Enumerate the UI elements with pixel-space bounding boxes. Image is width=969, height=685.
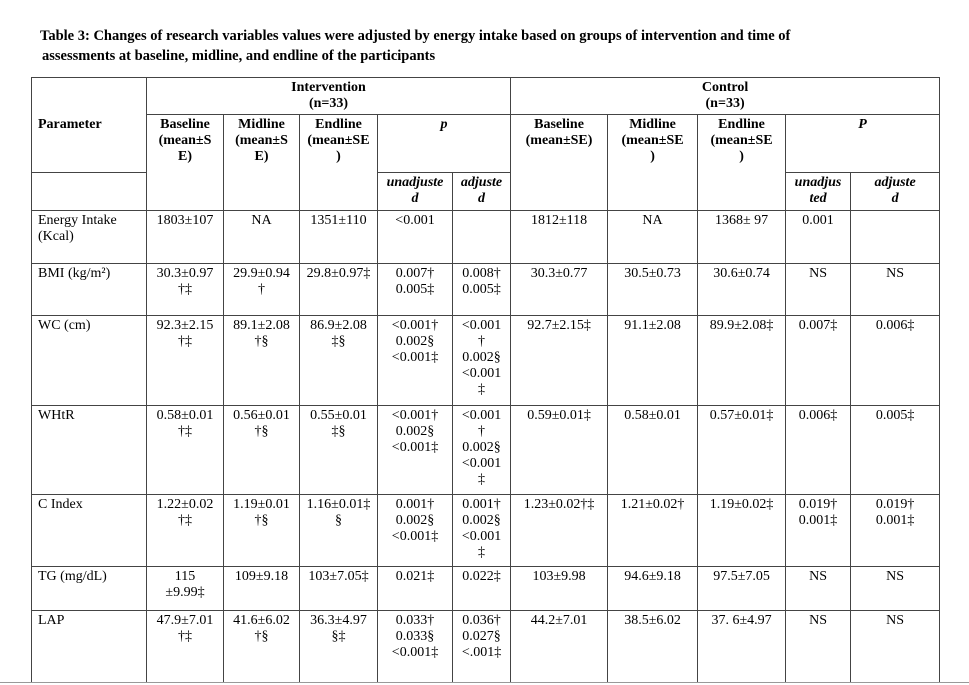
table-cell: 89.9±2.08‡ [698, 316, 786, 406]
table-cell: <0.001 † 0.002§ <0.001 ‡ [453, 316, 511, 406]
table-cell: 0.006‡ [851, 316, 940, 406]
table-cell: NA [224, 211, 300, 264]
row-parameter: WHtR [32, 406, 147, 495]
table-cell: 0.58±0.01 †‡ [147, 406, 224, 495]
table-cell: NS [786, 567, 851, 611]
table-cell: 1.19±0.02‡ [698, 495, 786, 567]
table-cell: 0.005‡ [851, 406, 940, 495]
table-cell: 30.3±0.97 †‡ [147, 264, 224, 316]
table-cell: 86.9±2.08 ‡§ [300, 316, 378, 406]
table-cell: 1.22±0.02 †‡ [147, 495, 224, 567]
table-cell: 0.022‡ [453, 567, 511, 611]
table-cell: 97.5±7.05 [698, 567, 786, 611]
table-cell: 1368± 97 [698, 211, 786, 264]
table-cell: 0.006‡ [786, 406, 851, 495]
header-i-adjusted: adjuste d [453, 173, 511, 211]
table-cell: 30.6±0.74 [698, 264, 786, 316]
table-cell: 103±9.98 [511, 567, 608, 611]
table-cell: <0.001† 0.002§ <0.001‡ [378, 406, 453, 495]
header-c-p: P [786, 115, 940, 173]
table-cell: 1.16±0.01‡ § [300, 495, 378, 567]
table-cell: 0.007‡ [786, 316, 851, 406]
header-control: Control (n=33) [511, 78, 940, 115]
table-cell: 94.6±9.18 [608, 567, 698, 611]
table-cell: 0.55±0.01 ‡§ [300, 406, 378, 495]
table-cell: 0.008† 0.005‡ [453, 264, 511, 316]
table-cell: 89.1±2.08 †§ [224, 316, 300, 406]
table-cell: NS [851, 611, 940, 683]
results-table [31, 77, 940, 683]
table-cell: 91.1±2.08 [608, 316, 698, 406]
header-c-endline: Endline (mean±SE ) [698, 115, 786, 211]
table-cell: 44.2±7.01 [511, 611, 608, 683]
table-cell: 1.21±0.02† [608, 495, 698, 567]
header-intervention: Intervention (n=33) [147, 78, 511, 115]
table-cell: NS [786, 611, 851, 683]
header-i-baseline: Baseline (mean±S E) [147, 115, 224, 211]
table-cell: 0.021‡ [378, 567, 453, 611]
table-cell: NS [851, 567, 940, 611]
table-cell: 115 ±9.99‡ [147, 567, 224, 611]
header-i-midline: Midline (mean±S E) [224, 115, 300, 211]
caption-line-2: assessments at baseline, midline, and endline of the participants [42, 48, 436, 64]
table-cell: 1.23±0.02†‡ [511, 495, 608, 567]
table-row [32, 264, 940, 316]
table-cell: 1351±110 [300, 211, 378, 264]
table-body [32, 211, 940, 683]
table-cell: 0.58±0.01 [608, 406, 698, 495]
table-cell: 103±7.05‡ [300, 567, 378, 611]
table-cell: NA [608, 211, 698, 264]
row-parameter: BMI (kg/m²) [32, 264, 147, 316]
table-cell: 0.036† 0.027§ <.001‡ [453, 611, 511, 683]
table-cell [453, 211, 511, 264]
table-cell: 1.19±0.01 †§ [224, 495, 300, 567]
header-c-unadjusted: unadjus ted [786, 173, 851, 211]
table-cell: 0.019† 0.001‡ [786, 495, 851, 567]
row-parameter: Energy Intake (Kcal) [32, 211, 147, 264]
table-cell: 1812±118 [511, 211, 608, 264]
table-cell: <0.001† 0.002§ <0.001‡ [378, 316, 453, 406]
table-cell: 41.6±6.02 †§ [224, 611, 300, 683]
table-cell: 36.3±4.97 §‡ [300, 611, 378, 683]
table-cell: 30.3±0.77 [511, 264, 608, 316]
table-cell: 0.56±0.01 †§ [224, 406, 300, 495]
table-row [32, 567, 940, 611]
table-row [32, 495, 940, 567]
table-cell: 0.007† 0.005‡ [378, 264, 453, 316]
table-cell: 38.5±6.02 [608, 611, 698, 683]
header-c-baseline: Baseline (mean±SE) [511, 115, 608, 211]
table-cell: NS [851, 264, 940, 316]
table-row [32, 611, 940, 683]
table-cell: 109±9.18 [224, 567, 300, 611]
header-c-adjusted: adjuste d [851, 173, 940, 211]
table-row [32, 406, 940, 495]
table-row [32, 316, 940, 406]
table-cell: 29.8±0.97‡ [300, 264, 378, 316]
table-cell: 0.001† 0.002§ <0.001 ‡ [453, 495, 511, 567]
row-parameter: TG (mg/dL) [32, 567, 147, 611]
table-cell: <0.001 † 0.002§ <0.001 ‡ [453, 406, 511, 495]
table-cell: 1803±107 [147, 211, 224, 264]
header-parameter: Parameter [32, 78, 147, 173]
table-cell: NS [786, 264, 851, 316]
header-i-endline: Endline (mean±SE ) [300, 115, 378, 211]
table-cell: 37. 6±4.97 [698, 611, 786, 683]
header-c-midline: Midline (mean±SE ) [608, 115, 698, 211]
table-cell: 0.019† 0.001‡ [851, 495, 940, 567]
row-parameter: WC (cm) [32, 316, 147, 406]
table-cell: 0.57±0.01‡ [698, 406, 786, 495]
row-parameter: LAP [32, 611, 147, 683]
table-cell: 0.59±0.01‡ [511, 406, 608, 495]
header-i-unadjusted: unadjuste d [378, 173, 453, 211]
table-cell: 92.3±2.15 †‡ [147, 316, 224, 406]
table-cell: 92.7±2.15‡ [511, 316, 608, 406]
table-cell [851, 211, 940, 264]
table-cell: 30.5±0.73 [608, 264, 698, 316]
caption-line-1: Table 3: Changes of research variables values were adjusted by energy intake based on groups of intervention and time of [40, 28, 791, 44]
table-caption [40, 26, 940, 66]
table-cell: <0.001 [378, 211, 453, 264]
page-divider [0, 682, 969, 683]
table-row [32, 211, 940, 264]
table-cell: 29.9±0.94 † [224, 264, 300, 316]
table-cell: 0.033† 0.033§ <0.001‡ [378, 611, 453, 683]
table-cell: 47.9±7.01 †‡ [147, 611, 224, 683]
header-i-p: p [378, 115, 511, 173]
row-parameter: C Index [32, 495, 147, 567]
table-cell: 0.001 [786, 211, 851, 264]
table-cell: 0.001† 0.002§ <0.001‡ [378, 495, 453, 567]
